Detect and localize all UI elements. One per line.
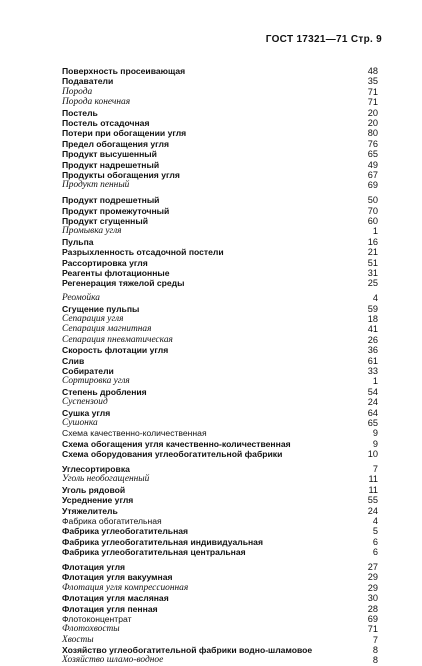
index-entry xyxy=(62,216,378,226)
index-entry xyxy=(62,345,378,355)
index-entry xyxy=(62,128,378,138)
index-page-number: 8 xyxy=(372,655,378,666)
index-entry xyxy=(62,464,378,474)
index-entry xyxy=(62,439,378,449)
index-page-number: 20 xyxy=(367,107,378,118)
index-page-number: 33 xyxy=(367,365,378,376)
index-page-number: 41 xyxy=(367,324,378,335)
index-entry xyxy=(62,485,378,495)
index-term: Фабрика углеобогатительная xyxy=(62,526,189,537)
index-term: Продукт подрешетный xyxy=(62,195,160,206)
index-page-number: 69 xyxy=(367,613,378,624)
index-entry xyxy=(62,97,378,107)
index-page-number: 20 xyxy=(367,117,378,128)
index-term: Продукт высушенный xyxy=(62,149,157,160)
index-term: Скорость флотации угля xyxy=(62,345,169,356)
index-page-number: 51 xyxy=(367,257,378,268)
index-entry xyxy=(62,237,378,247)
index-term: Хозяйство шламо-водное xyxy=(62,655,164,666)
index-page-number: 71 xyxy=(367,624,378,635)
index-entry xyxy=(62,66,378,76)
index-term: Порода конечная xyxy=(62,97,131,108)
index-entry xyxy=(62,604,378,614)
index-page-number: 48 xyxy=(367,66,378,76)
page-header: ГОСТ 17321—71 Стр. 9 xyxy=(265,34,382,45)
index-page-number: 16 xyxy=(367,236,378,247)
index-page-number: 27 xyxy=(367,561,378,572)
index-entry xyxy=(62,226,378,236)
index-entry xyxy=(62,635,378,645)
index-term: Поверхность просеивающая xyxy=(62,66,186,76)
index-page-number: 7 xyxy=(372,634,378,645)
index-page-number: 65 xyxy=(367,149,378,160)
index-term: Продукт промежуточный xyxy=(62,205,170,216)
index-term: Разрыхленность отсадочной постели xyxy=(62,247,224,258)
index-page-number: 18 xyxy=(367,313,378,324)
index-entry xyxy=(62,160,378,170)
index-term: Флотация угля масляная xyxy=(62,593,169,604)
index-page-number: 9 xyxy=(372,438,378,449)
index-term: Флотация угля компрессионная xyxy=(62,582,189,593)
index-term: Сушка угля xyxy=(62,407,111,418)
index-page-number: 5 xyxy=(372,526,378,537)
index-entry xyxy=(62,387,378,397)
index-page-number: 55 xyxy=(367,495,378,506)
index-page-number: 24 xyxy=(367,397,378,408)
index-page-number: 6 xyxy=(372,536,378,547)
index-term: Флотация угля пенная xyxy=(62,603,158,614)
index-entry xyxy=(62,645,378,655)
index-entry xyxy=(62,562,378,572)
index-entry xyxy=(62,314,378,324)
index-term: Усреднение угля xyxy=(62,495,134,506)
index-term: Предел обогащения угля xyxy=(62,138,169,149)
index-term: Хвосты xyxy=(62,634,94,645)
index-entry xyxy=(62,366,378,376)
index-page-number: 11 xyxy=(368,474,378,485)
index-entry xyxy=(62,268,378,278)
index-page-number: 67 xyxy=(367,169,378,180)
index-page-number: 69 xyxy=(367,180,378,191)
index-entry xyxy=(62,149,378,159)
index-term: Пульпа xyxy=(62,236,94,247)
index-term: Степень дробления xyxy=(62,386,147,397)
index-term: Постель отсадочная xyxy=(62,117,150,128)
index-term: Продукты обогащения угля xyxy=(62,169,180,180)
index-term: Продукт сгущенный xyxy=(62,215,148,226)
index-term: Фабрика углеобогатительная центральная xyxy=(62,547,246,558)
index-term: Постель xyxy=(62,107,98,118)
index-page-number: 9 xyxy=(372,428,378,439)
index-entry xyxy=(62,474,378,484)
index-entry xyxy=(62,170,378,180)
index-term: Сгущение пульпы xyxy=(62,303,140,314)
index-page-number: 26 xyxy=(367,334,378,345)
index-term: Реомойка xyxy=(62,293,100,304)
index-term: Сортировка угля xyxy=(62,376,130,387)
index-page-number: 71 xyxy=(367,97,378,108)
index-page-number: 70 xyxy=(367,205,378,216)
index-term: Фабрика обогатительная xyxy=(62,515,162,526)
index-page-number: 4 xyxy=(372,293,378,304)
index-term: Флотохвосты xyxy=(62,624,120,635)
index-entry xyxy=(62,76,378,86)
index-entry xyxy=(62,449,378,459)
index-entry xyxy=(62,247,378,257)
index-term: Хозяйство углеобогатительной фабрики водно-шламовое xyxy=(62,645,313,656)
index-entry xyxy=(62,495,378,505)
index-page-number: 8 xyxy=(372,645,378,656)
index-page-number: 7 xyxy=(372,463,378,474)
index-page-number: 21 xyxy=(367,247,378,258)
index-entry xyxy=(62,278,378,288)
index-page-number: 31 xyxy=(367,267,378,278)
index-page-number: 28 xyxy=(367,603,378,614)
term-index xyxy=(62,66,378,666)
index-page-number: 76 xyxy=(367,138,378,149)
index-term: Рассортировка угля xyxy=(62,257,148,268)
index-term: Углесортировка xyxy=(62,463,130,474)
index-page-number: 25 xyxy=(367,278,378,289)
index-term: Уголь необогащенный xyxy=(62,474,150,485)
index-entry xyxy=(62,547,378,557)
index-entry xyxy=(62,258,378,268)
index-entry xyxy=(62,356,378,366)
index-entry xyxy=(62,537,378,547)
index-term: Собиратели xyxy=(62,365,114,376)
index-term: Сепарация пневматическая xyxy=(62,334,173,345)
index-entry xyxy=(62,118,378,128)
index-entry xyxy=(62,335,378,345)
index-term: Фабрика углеобогатительная индивидуальная xyxy=(62,536,263,547)
index-entry xyxy=(62,593,378,603)
index-page-number: 54 xyxy=(367,386,378,397)
index-page-number: 49 xyxy=(367,159,378,170)
index-term: Схема оборудования углеобогатительной фабрики xyxy=(62,449,283,460)
index-page-number: 50 xyxy=(367,195,378,206)
index-entry xyxy=(62,572,378,582)
index-entry xyxy=(62,304,378,314)
index-term: Сушонка xyxy=(62,417,98,428)
index-term: Уголь рядовой xyxy=(62,484,126,495)
index-term: Продукт пенный xyxy=(62,180,130,191)
index-page-number: 29 xyxy=(367,582,378,593)
index-entry xyxy=(62,87,378,97)
index-term: Реагенты флотационные xyxy=(62,267,170,278)
index-term: Порода xyxy=(62,86,93,97)
index-entry xyxy=(62,418,378,428)
index-page-number: 60 xyxy=(367,215,378,226)
index-page-number: 36 xyxy=(367,345,378,356)
index-entry xyxy=(62,293,378,303)
index-entry xyxy=(62,206,378,216)
index-term: Подаватели xyxy=(62,76,114,87)
index-entry xyxy=(62,428,378,438)
index-term: Флотация угля вакуумная xyxy=(62,572,173,583)
index-page-number: 11 xyxy=(368,484,378,495)
index-term: Слив xyxy=(62,355,85,366)
index-term: Потери при обогащении угля xyxy=(62,128,187,139)
index-entry xyxy=(62,324,378,334)
index-entry xyxy=(62,408,378,418)
index-term: Схема качественно-количественная xyxy=(62,428,207,439)
index-term: Схема обогащения угля качественно-количественная xyxy=(62,438,291,449)
index-entry xyxy=(62,624,378,634)
index-page-number: 10 xyxy=(367,449,378,460)
index-entry xyxy=(62,655,378,665)
index-page-number: 4 xyxy=(372,515,378,526)
index-entry xyxy=(62,180,378,190)
index-term: Продукт надрешетный xyxy=(62,159,160,170)
index-entry xyxy=(62,583,378,593)
index-entry xyxy=(62,614,378,624)
index-term: Флотоконцентрат xyxy=(62,613,132,624)
index-term: Сепарация угля xyxy=(62,313,124,324)
index-entry xyxy=(62,139,378,149)
index-page-number: 59 xyxy=(367,303,378,314)
index-page-number: 6 xyxy=(372,547,378,558)
index-entry xyxy=(62,516,378,526)
index-term: Сепарация магнитная xyxy=(62,324,152,335)
index-page-number: 1 xyxy=(372,226,378,237)
index-page-number: 24 xyxy=(367,505,378,516)
index-page-number: 80 xyxy=(367,128,378,139)
index-term: Промывка угля xyxy=(62,226,122,237)
index-page-number: 65 xyxy=(367,417,378,428)
index-entry xyxy=(62,506,378,516)
index-page-number: 1 xyxy=(372,376,378,387)
index-entry xyxy=(62,376,378,386)
index-term: Суспензоид xyxy=(62,397,108,408)
index-term: Утяжелитель xyxy=(62,505,118,516)
index-term: Регенерация тяжелой среды xyxy=(62,278,185,289)
index-page-number: 29 xyxy=(367,572,378,583)
index-page-number: 61 xyxy=(367,355,378,366)
index-entry xyxy=(62,195,378,205)
index-entry xyxy=(62,397,378,407)
index-page-number: 71 xyxy=(367,86,378,97)
index-page-number: 64 xyxy=(367,407,378,418)
index-entry xyxy=(62,526,378,536)
index-page-number: 35 xyxy=(367,76,378,87)
index-entry xyxy=(62,108,378,118)
index-term: Флотация угля xyxy=(62,561,126,572)
index-page-number: 30 xyxy=(367,593,378,604)
